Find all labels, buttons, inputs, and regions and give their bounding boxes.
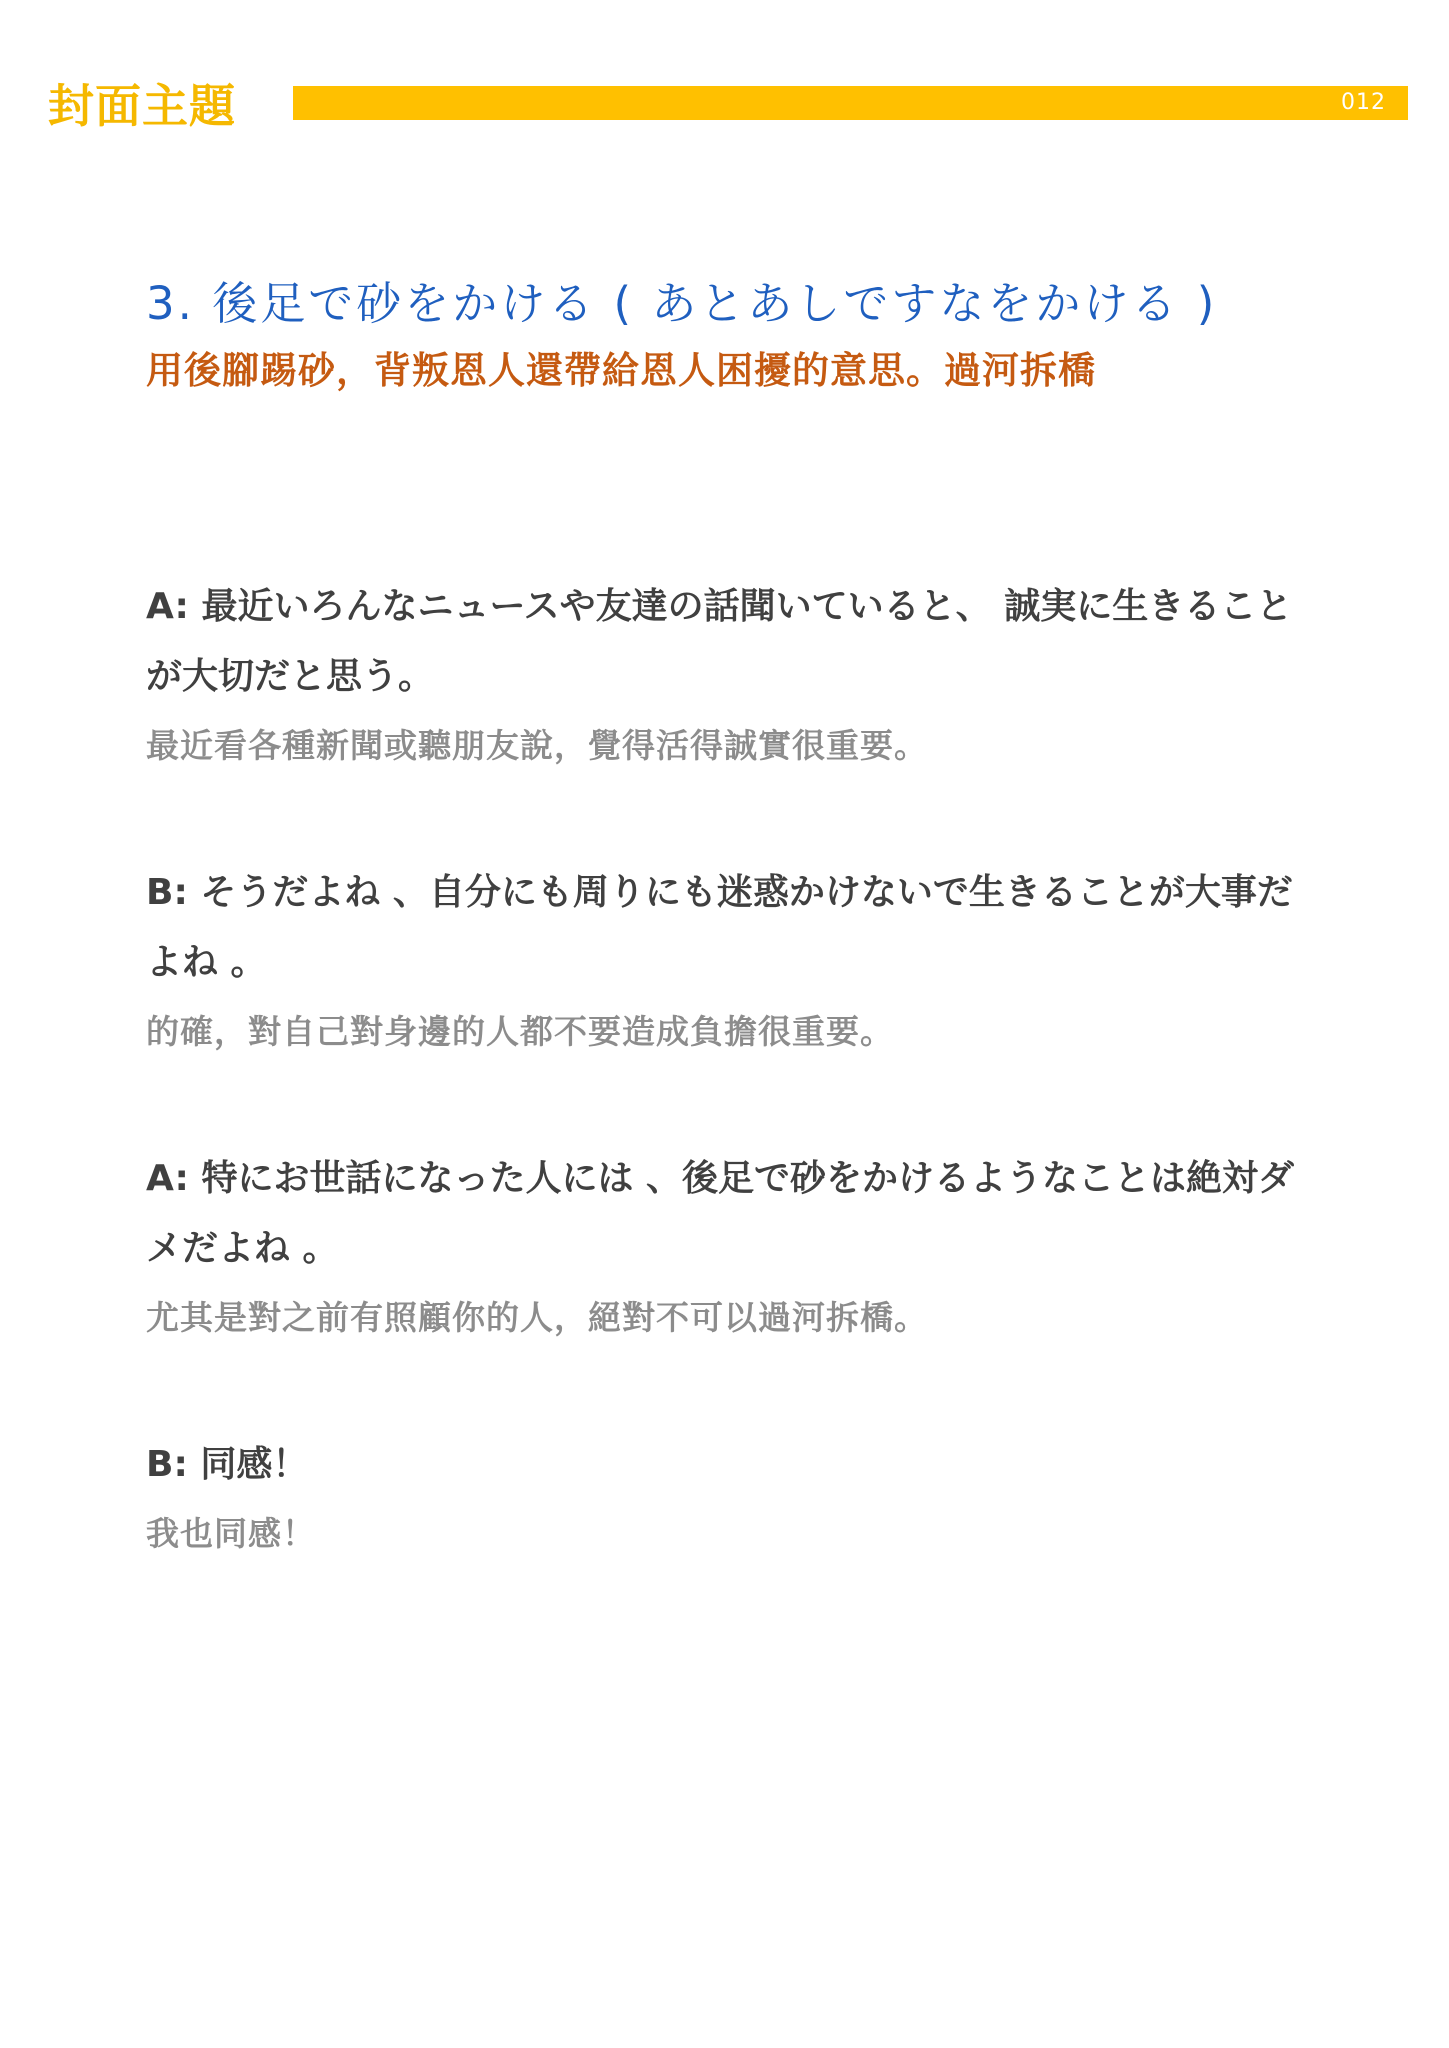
- page-header: [0, 0, 1449, 160]
- phrase-title: 3. 後足で砂をかける ( あとあしですなをかける ): [146, 277, 1218, 330]
- japanese-line: A: 最近いろんなニュースや友達の話聞いていると、 誠実に生きることが大切だと思う。: [146, 586, 1293, 697]
- japanese-line: B: 同感！: [146, 1444, 309, 1485]
- dialogue-entry: [146, 1430, 1326, 1568]
- dialogue-entry: [146, 858, 1326, 1066]
- dialogue: [146, 572, 1326, 1568]
- main-content: [146, 268, 1326, 1646]
- chinese-translation: 尤其是對之前有照顧你的人，絕對不可以過河拆橋。: [146, 1298, 928, 1337]
- header-bar: [293, 86, 1408, 120]
- phrase-meaning: 用後腳踢砂，背叛恩人還帶給恩人困擾的意思。過河拆橋: [146, 349, 1096, 392]
- chinese-translation: 我也同感！: [146, 1514, 316, 1553]
- japanese-line: A: 特にお世話になった人には 、後足で砂をかけるようなことは絶対ダメだよね 。: [146, 1158, 1294, 1269]
- japanese-line: B: そうだよね 、自分にも周りにも迷惑かけないで生きることが大事だよね 。: [146, 872, 1293, 983]
- page-number: 012: [1341, 90, 1386, 115]
- chinese-translation: 最近看各種新聞或聽朋友說，覺得活得誠實很重要。: [146, 726, 928, 765]
- chinese-translation: 的確，對自己對身邊的人都不要造成負擔很重要。: [146, 1012, 894, 1051]
- dialogue-entry: [146, 572, 1326, 780]
- dialogue-entry: [146, 1144, 1326, 1352]
- section-title: 封面主題: [48, 79, 236, 133]
